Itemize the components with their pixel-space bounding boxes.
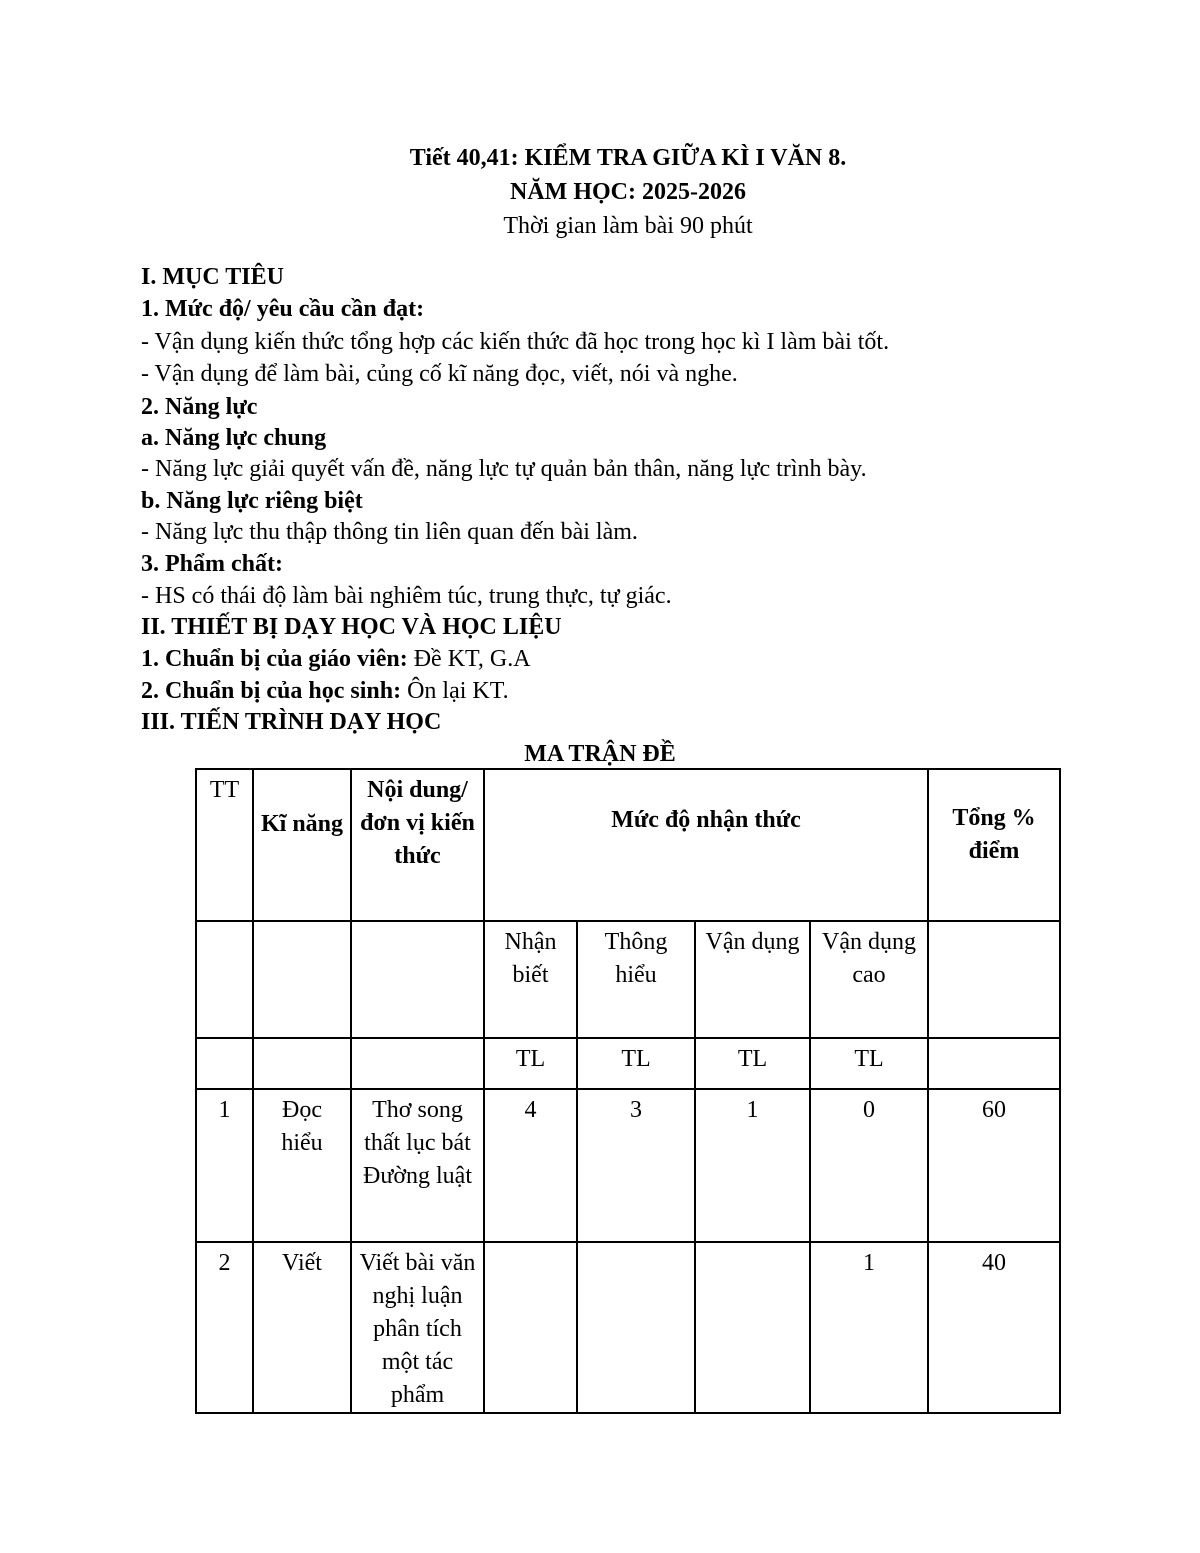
table-row — [196, 1089, 1060, 1242]
section1-sub2b-heading: b. Năng lực riêng biệt — [141, 488, 363, 514]
row2-apply-high: 1 — [810, 1242, 928, 1413]
table-cell — [196, 1038, 253, 1089]
section2-teacher-line — [141, 643, 531, 675]
level-apply-high: Vận dụng cao — [810, 921, 928, 1038]
table-cell — [928, 921, 1060, 1038]
row2-total: 40 — [928, 1242, 1060, 1413]
row2-skill: Viết — [253, 1242, 351, 1413]
row1-content: Thơ song thất lục bát Đường luật — [351, 1089, 484, 1242]
header-content: Nội dung/đơn vị kiến thức — [351, 769, 484, 921]
table-cell — [253, 921, 351, 1038]
table-cell — [351, 1038, 484, 1089]
table-row — [196, 1242, 1060, 1413]
student-label: 2. Chuẩn bị của học sinh: — [141, 678, 402, 704]
level-recognize: Nhận biết — [484, 921, 577, 1038]
doc-title: Tiết 40,41: KIỂM TRA GIỮA KÌ I VĂN 8. — [409, 145, 847, 171]
section1-sub1-heading: 1. Mức độ/ yêu cầu cần đạt: — [141, 296, 425, 322]
section1-sub3-line: - HS có thái độ làm bài nghiêm túc, trung thực, tự giác. — [141, 583, 672, 609]
matrix-title: MA TRẬN ĐỀ — [524, 741, 676, 767]
table-level-row — [196, 921, 1060, 1038]
type-apply: TL — [695, 1038, 810, 1089]
row2-apply — [695, 1242, 810, 1413]
level-understand: Thông hiểu — [577, 921, 695, 1038]
type-recognize: TL — [484, 1038, 577, 1089]
duration: Thời gian làm bài 90 phút — [503, 213, 753, 239]
row1-tt: 1 — [196, 1089, 253, 1242]
row1-understand: 3 — [577, 1089, 695, 1242]
table-cell — [928, 1038, 1060, 1089]
table-type-row — [196, 1038, 1060, 1089]
row1-skill: Đọc hiểu — [253, 1089, 351, 1242]
table-cell — [196, 921, 253, 1038]
teacher-label: 1. Chuẩn bị của giáo viên: — [141, 646, 408, 672]
section2-heading: II. THIẾT BỊ DẠY HỌC VÀ HỌC LIỆU — [141, 614, 562, 640]
header-skill: Kĩ năng — [253, 769, 351, 921]
section2-student-line — [141, 675, 509, 707]
section1-sub2a-heading: a. Năng lực chung — [141, 425, 327, 451]
header-total: Tổng % điểm — [928, 769, 1060, 921]
level-apply: Vận dụng — [695, 921, 810, 1038]
row2-recognize — [484, 1242, 577, 1413]
type-understand: TL — [577, 1038, 695, 1089]
student-value: Ôn lại KT. — [401, 678, 509, 704]
section1-heading: I. MỤC TIÊU — [141, 264, 284, 290]
row1-apply: 1 — [695, 1089, 810, 1242]
section1-sub3-heading: 3. Phẩm chất: — [141, 551, 283, 577]
section1-sub1-line1: - Vận dụng kiến thức tổng hợp các kiến thức đã học trong học kì I làm bài tốt. — [141, 329, 890, 355]
exam-matrix-table — [195, 768, 1061, 1414]
table-cell — [351, 921, 484, 1038]
row1-recognize: 4 — [484, 1089, 577, 1242]
header-tt: TT — [196, 769, 253, 921]
section3-heading: III. TIẾN TRÌNH DẠY HỌC — [141, 709, 442, 735]
section1-sub2b-line: - Năng lực thu thập thông tin liên quan đến bài làm. — [141, 519, 638, 545]
type-apply-high: TL — [810, 1038, 928, 1089]
row2-content: Viết bài văn nghị luận phân tích một tác phẩm — [351, 1242, 484, 1413]
section1-sub1-line2: - Vận dụng để làm bài, củng cố kĩ năng đọc, viết, nói và nghe. — [141, 361, 738, 387]
section1-sub2-heading: 2. Năng lực — [141, 394, 258, 420]
table-cell — [253, 1038, 351, 1089]
row1-total: 60 — [928, 1089, 1060, 1242]
school-year: NĂM HỌC: 2025-2026 — [510, 179, 746, 205]
row2-understand — [577, 1242, 695, 1413]
section1-sub2a-line: - Năng lực giải quyết vấn đề, năng lực tự quản bản thân, năng lực trình bày. — [141, 456, 867, 482]
teacher-value: Đề KT, G.A — [407, 646, 531, 672]
row1-apply-high: 0 — [810, 1089, 928, 1242]
table-header-row — [196, 769, 1060, 921]
row2-tt: 2 — [196, 1242, 253, 1413]
header-cognitive-level: Mức độ nhận thức — [484, 769, 928, 921]
